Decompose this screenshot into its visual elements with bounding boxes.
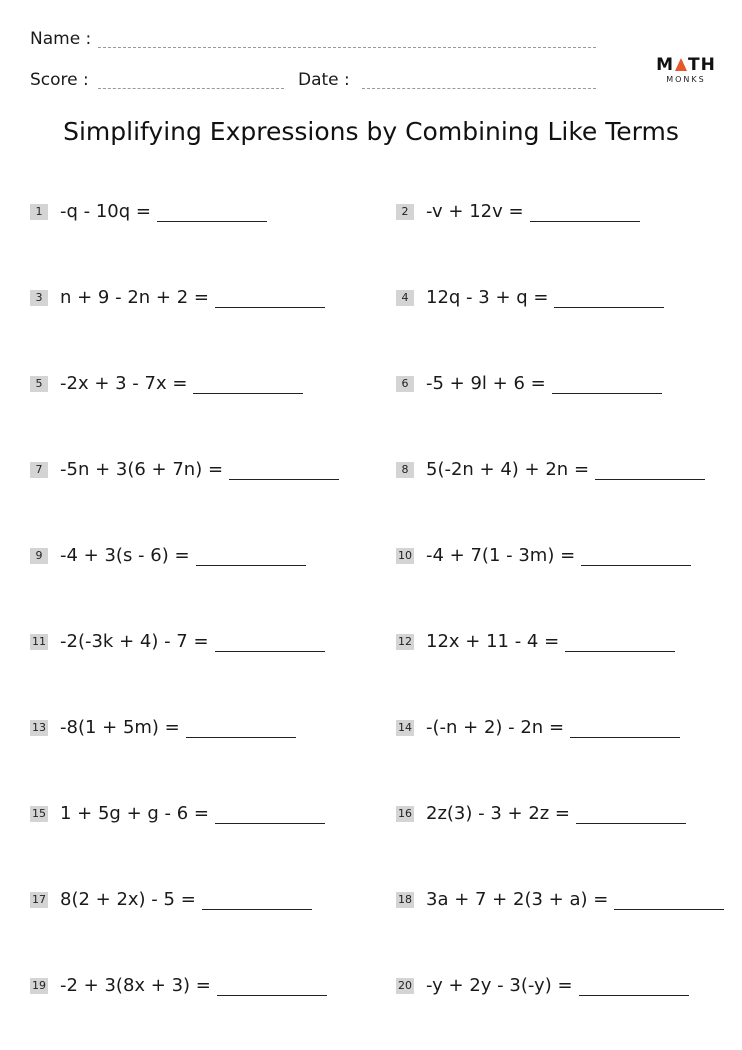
problem-number: 13: [32, 721, 46, 734]
problem-20: [396, 972, 689, 1000]
worksheet-title: Simplifying Expressions by Combining Like Terms: [63, 117, 679, 146]
problem-expression: -5n + 3(6 + 7n) =: [60, 459, 224, 480]
math-monks-logo: [656, 56, 716, 85]
answer-blank[interactable]: [565, 633, 675, 652]
name-label: Name :: [30, 29, 92, 49]
answer-blank[interactable]: [202, 891, 312, 910]
problem-expression: -y + 2y - 3(-y) =: [426, 975, 573, 996]
answer-blank[interactable]: [215, 289, 325, 308]
problem-17: [30, 886, 312, 914]
problem-expression: n + 9 - 2n + 2 =: [60, 287, 209, 308]
problem-10: [396, 542, 691, 570]
problem-number: 15: [32, 807, 46, 820]
answer-blank[interactable]: [193, 375, 303, 394]
problem-number: 8: [396, 462, 414, 478]
name-field[interactable]: [98, 47, 596, 48]
problem-number: 16: [398, 807, 412, 820]
logo-subtitle: MONKS: [666, 75, 706, 84]
problem-expression: -q - 10q =: [60, 201, 151, 222]
problem-6: [396, 370, 662, 398]
answer-blank[interactable]: [554, 289, 664, 308]
answer-blank[interactable]: [581, 547, 691, 566]
answer-blank[interactable]: [215, 805, 325, 824]
date-field[interactable]: [362, 88, 596, 89]
logo-wordmark: [656, 56, 716, 74]
problem-expression: -4 + 7(1 - 3m) =: [426, 545, 576, 566]
problem-expression: -8(1 + 5m) =: [60, 717, 180, 738]
answer-blank[interactable]: [157, 203, 267, 222]
problem-expression: 12x + 11 - 4 =: [426, 631, 560, 652]
problem-number: 12: [398, 635, 412, 648]
problem-expression: 2z(3) - 3 + 2z =: [426, 803, 571, 824]
problem-number: 9: [30, 548, 48, 564]
problem-16: [396, 800, 686, 828]
date-label: Date :: [298, 70, 350, 90]
score-field[interactable]: [98, 88, 284, 89]
answer-blank[interactable]: [614, 891, 724, 910]
answer-blank[interactable]: [229, 461, 339, 480]
answer-blank[interactable]: [196, 547, 306, 566]
problem-expression: -2x + 3 - 7x =: [60, 373, 188, 394]
problem-number: 7: [30, 462, 48, 478]
answer-blank[interactable]: [570, 719, 680, 738]
problem-expression: 3a + 7 + 2(3 + a) =: [426, 889, 609, 910]
problem-7: [30, 456, 339, 484]
problem-expression: -2(-3k + 4) - 7 =: [60, 631, 209, 652]
problem-expression: 8(2 + 2x) - 5 =: [60, 889, 196, 910]
problem-12: [396, 628, 675, 656]
problem-number: 11: [32, 635, 46, 648]
problem-expression: -(-n + 2) - 2n =: [426, 717, 565, 738]
triangle-icon: [675, 58, 687, 71]
problem-number: 19: [32, 979, 46, 992]
problem-number: 17: [32, 893, 46, 906]
problem-1: [30, 198, 267, 226]
problem-number: 4: [396, 290, 414, 306]
answer-blank[interactable]: [186, 719, 296, 738]
answer-blank[interactable]: [579, 977, 689, 996]
problem-number: 14: [398, 721, 412, 734]
problem-4: [396, 284, 664, 312]
problem-3: [30, 284, 325, 312]
problem-14: [396, 714, 680, 742]
problem-number: 2: [396, 204, 414, 220]
score-label: Score :: [30, 70, 89, 90]
problem-number: 10: [398, 549, 412, 562]
problem-19: [30, 972, 327, 1000]
problem-18: [396, 886, 724, 914]
problem-11: [30, 628, 325, 656]
problem-13: [30, 714, 296, 742]
logo-letters-start: M: [656, 55, 675, 75]
logo-letters-end: TH: [688, 55, 716, 75]
problem-number: 6: [396, 376, 414, 392]
answer-blank[interactable]: [576, 805, 686, 824]
problem-15: [30, 800, 325, 828]
problem-expression: -v + 12v =: [426, 201, 524, 222]
problem-2: [396, 198, 640, 226]
problem-expression: -2 + 3(8x + 3) =: [60, 975, 211, 996]
problem-number: 5: [30, 376, 48, 392]
problem-expression: 5(-2n + 4) + 2n =: [426, 459, 590, 480]
problem-9: [30, 542, 306, 570]
problem-number: 3: [30, 290, 48, 306]
answer-blank[interactable]: [595, 461, 705, 480]
problem-number: 1: [30, 204, 48, 220]
answer-blank[interactable]: [217, 977, 327, 996]
problem-5: [30, 370, 303, 398]
problem-expression: 12q - 3 + q =: [426, 287, 549, 308]
problem-number: 18: [398, 893, 412, 906]
problem-expression: 1 + 5g + g - 6 =: [60, 803, 210, 824]
problem-expression: -5 + 9l + 6 =: [426, 373, 546, 394]
answer-blank[interactable]: [530, 203, 640, 222]
answer-blank[interactable]: [215, 633, 325, 652]
problem-number: 20: [398, 979, 412, 992]
problem-expression: -4 + 3(s - 6) =: [60, 545, 190, 566]
problem-8: [396, 456, 705, 484]
answer-blank[interactable]: [552, 375, 662, 394]
